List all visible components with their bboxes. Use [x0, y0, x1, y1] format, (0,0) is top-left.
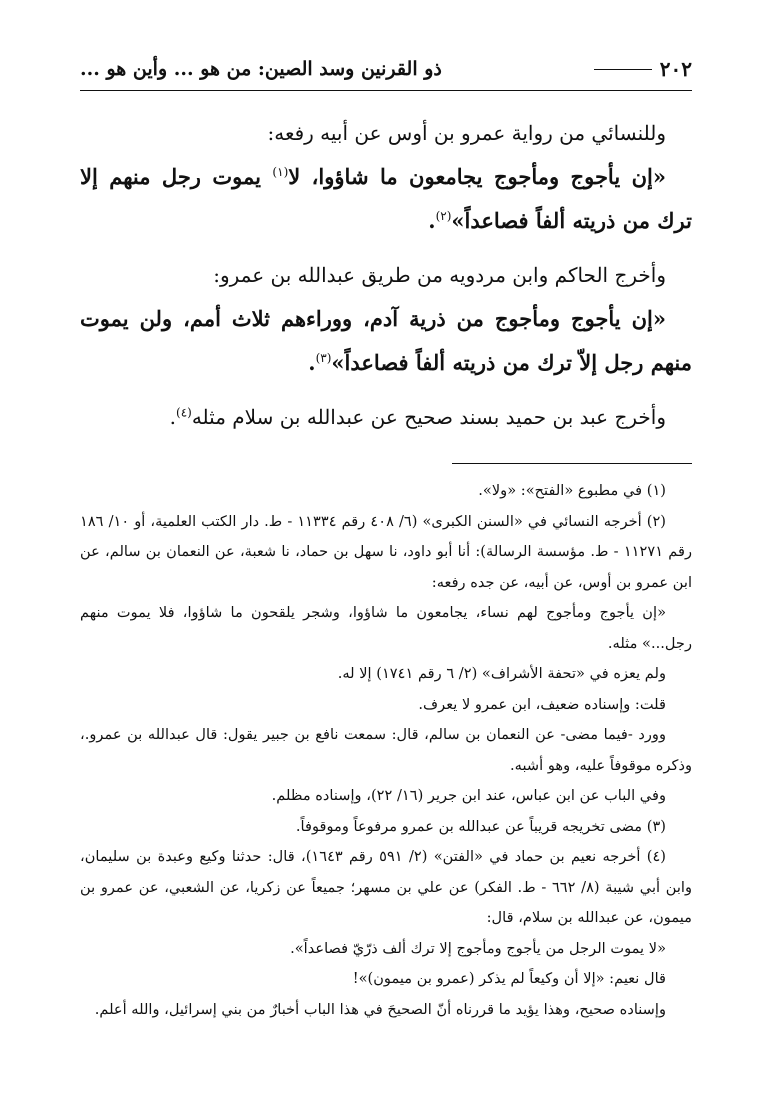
footnote-4: (٤) أخرجه نعيم بن حماد في «الفتن» (٢/ ٥٩١ رقم ١٦٤٣)، قال: حدثنا وكيع وعبدة بن سليمان، وابن أبي شيبة (٨/ ٦٦٢ - ط. الفكر) عن علي بن مسهر؛ جميعاً عن زكريا، عن الشعبي، عن عمرو بن ميمون، عن عبدالله بن سلام، قال: [80, 848, 692, 926]
footnote-ref-4: (٤) [176, 405, 192, 420]
footnote-ref-1: (١) [272, 165, 289, 179]
header-rule [80, 90, 692, 91]
footnote-2-hadith: «إن يأجوج ومأجوج لهم نساء، يجامعون ما شاؤوا، وشجر يلقحون ما شاؤوا، فلا يموت منهم رجل...» مثله. [80, 604, 692, 652]
footnote-4-note-b: وإسناده صحيح، وهذا يؤيد ما قررناه أنّ الصحيحَ في هذا الباب أخبارٌ من بني إسرائيل، والله أعلم. [94, 1000, 666, 1018]
hadith-1: «إن يأجوج ومأجوج يجامعون ما شاؤوا، لا$^{(١)}$ يموت رجل منهم إلا ترك من ذريته ألفاً فصاعداً»$^{(٢)}$. [80, 164, 692, 233]
footnote-2-note-c: وورد -فيما مضى- عن النعمان بن سالم، قال: سمعت نافع بن جبير يقول: قال عبدالله بن عمرو.، وذكره موقوفاً عليه، وهو أشبه. [80, 726, 692, 774]
footnote-4-note-a: قال نعيم: «إلا أن وكيعاً لم يذكر (عمرو بن ميمون)»! [352, 970, 666, 987]
footnote-2-note-b: قلت: وإسناده ضعيف، ابن عمرو لا يعرف. [418, 695, 666, 713]
paragraph-nasai: وللنسائي من رواية عمرو بن أوس عن أبيه رفعه: [267, 121, 666, 145]
footnote-ref-2: (٢) [435, 209, 452, 223]
footnote-2-note-d: وفي الباب عن ابن عباس، عند ابن جرير (١٦/ ٢٢)، وإسناده مظلم. [271, 787, 666, 804]
footnote-4-hadith: «لا يموت الرجل من يأجوج ومأجوج إلا ترك ألف ذرّيّ فصاعداً». [290, 939, 666, 957]
main-text [80, 111, 692, 439]
page-number: ٢٠٢ [659, 57, 692, 81]
footnote-1: (١) في مطبوع «الفتح»: «ولا». [478, 482, 666, 499]
footnote-separator [452, 463, 692, 464]
hadith-2: «إن يأجوج ومأجوج من ذرية آدم، ووراءهم ثلاث أمم، ولن يموت منهم رجل إلاّ ترك من ذريته ألفاً فصاعداً»$^{(٣)}$. [80, 306, 692, 375]
footnote-3: (٣) مضى تخريجه قريباً عن عبدالله بن عمرو مرفوعاً وموقوفاً. [295, 817, 666, 835]
running-title: ذو القرنين وسد الصين: من هو ... وأين هو ... [80, 58, 442, 80]
paragraph-hakim: وأخرج الحاكم وابن مردويه من طريق عبدالله بن عمرو: [213, 263, 666, 287]
header-dash [594, 69, 652, 70]
footnotes [80, 476, 692, 1025]
footnote-2: (٢) أخرجه النسائي في «السنن الكبرى» (٦/ ٤٠٨ رقم ١١٣٣٤ - ط. دار الكتب العلمية، أو ١٠/ ١٨٦ رقم ١١٢٧١ - ط. مؤسسة الرسالة): أنا أبو داود، نا سهل بن حماد، نا شعبة، عن النعمان بن سالم، عن ابن عمرو بن أوس، عن أبيه، عن جده رفعه: [80, 512, 692, 591]
footnote-ref-3: (٣) [315, 351, 332, 365]
paragraph-abd: وأخرج عبد بن حميد بسند صحيح عن عبدالله بن سلام مثله$^{(٤)}$. [169, 405, 666, 429]
footnote-2-note-a: ولم يعزه في «تحفة الأشراف» (٢/ ٦ رقم ١٧٤١) إلا له. [337, 665, 666, 682]
running-header [80, 52, 692, 86]
